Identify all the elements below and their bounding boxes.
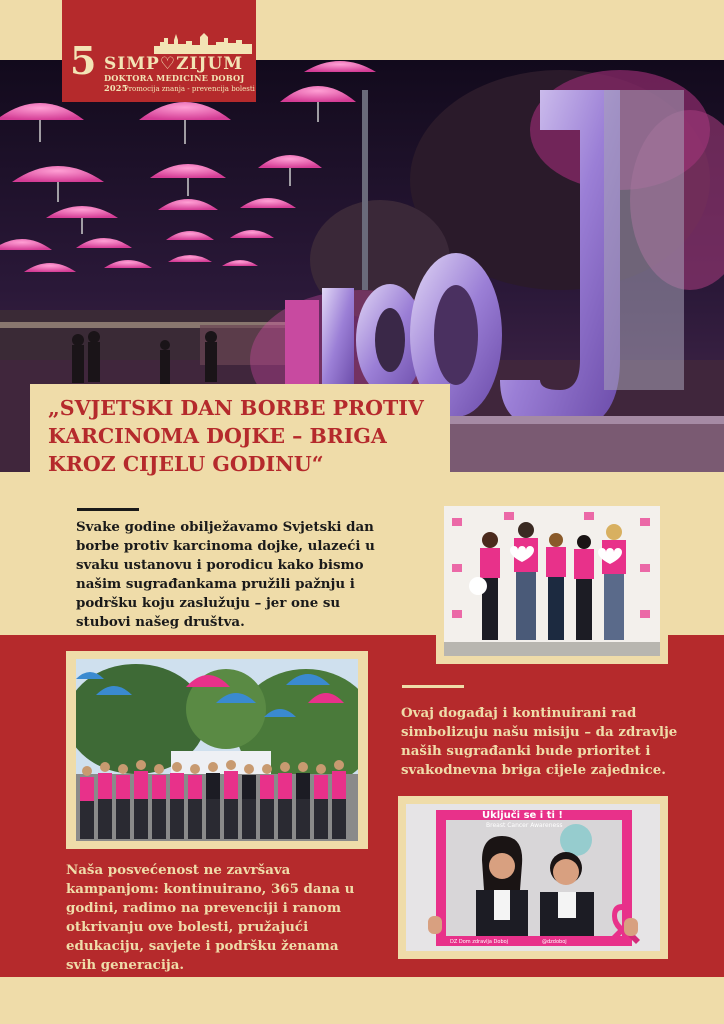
mission-paragraph: Ovaj događaj i kontinuirani rad simbolizuju našu misiju – da zdravlje naših sugrađanki bude prioritet i svakodnevna briga cijele zajednice. [401, 705, 678, 778]
photo-frame-awareness [398, 796, 668, 959]
team-in-pink-shirts-illustration [444, 506, 660, 656]
mission-rule [402, 685, 464, 688]
symposium-logo [62, 0, 256, 102]
logo-name: SIMP♡ZIJUM [104, 54, 244, 74]
frame-right-caption: @dzdoboj [542, 939, 567, 945]
intro-paragraph: Svake godine obilježavamo Svjetski dan borbe protiv karcinoma dojke, ulazeći u svaku ustanovu i porodicu kako bismo našim sugrađankama pružili pažnju i podršku koju zaslužuju – jer one su stubovi našeg društva. [76, 519, 375, 630]
page-title: „SVJETSKI DAN BORBE PROTIV KARCINOMA DOJKE – BRIGA KROZ CIJELU GODINU“ [48, 396, 424, 476]
photo-frame-team [436, 498, 668, 664]
two-women-illustration [446, 820, 622, 936]
group-under-umbrellas-illustration [76, 659, 358, 841]
photo-frame-group [66, 651, 368, 849]
hand-left [428, 916, 442, 934]
logo-subtitle: DOKTORA MEDICINE DOBOJ 2025 [104, 73, 245, 93]
frame-title: Uključi se i ti ! [482, 810, 563, 821]
frame-left-caption: DZ Dom zdravlja Doboj [450, 939, 509, 945]
logo-number: 5 [70, 38, 97, 83]
city-skyline-icon [154, 32, 252, 54]
hand-right [624, 918, 638, 936]
logo-tagline: Promocija znanja - prevencija bolesti [124, 85, 255, 93]
team-photo [444, 506, 660, 656]
awareness-photo [406, 804, 660, 951]
title-box [30, 384, 450, 492]
commitment-paragraph: Naša posvećenost ne završava kampanjom: kontinuirano, 365 dana u godini, radimo na prevenciji i ranom otkrivanju ove bolesti, pružajući edukaciju, savjete i podršku ženama svih generacija. [66, 862, 355, 973]
frame-subtitle: Breast Cancer Awareness [486, 822, 563, 829]
group-photo [76, 659, 358, 841]
intro-rule [77, 508, 139, 511]
